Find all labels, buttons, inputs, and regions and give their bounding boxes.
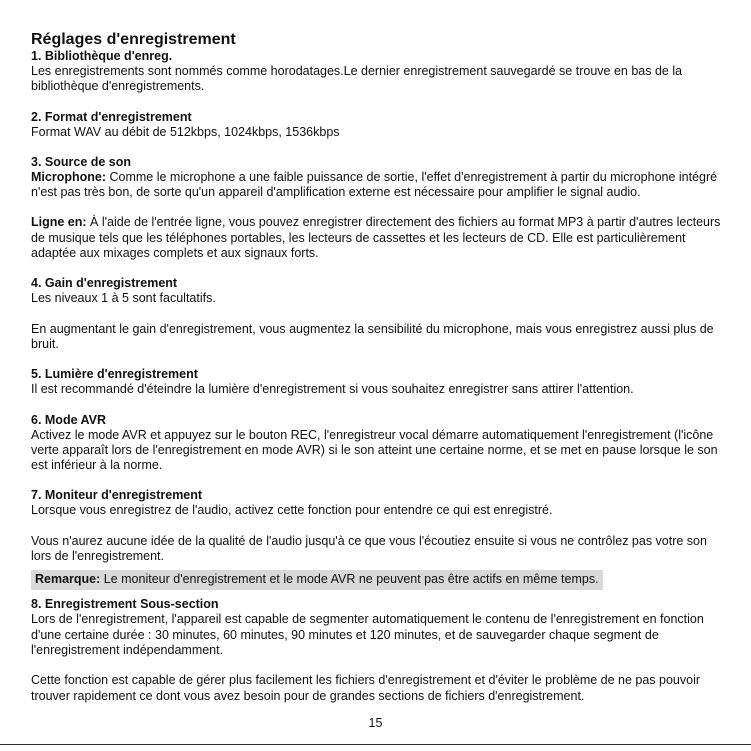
page-number: 15 bbox=[368, 716, 383, 730]
inline-text: À l'aide de l'entrée ligne, vous pouvez enregistrer directement des fichiers au format MP3 à partir d'autres lecteurs de musique tels que les téléphones portables, les lecteurs de cassettes et les lecteurs de CD. Elle est particulièrement adaptée aux mixages complets et aux signaux forts. bbox=[31, 215, 721, 261]
section-light bbox=[31, 367, 727, 397]
divider bbox=[0, 744, 751, 745]
section-library bbox=[31, 49, 727, 95]
section-source bbox=[31, 155, 727, 261]
note-box bbox=[31, 570, 603, 590]
section-gain bbox=[31, 276, 727, 352]
paragraph: Format WAV au débit de 512kbps, 1024kbps, 1536kbps bbox=[31, 124, 340, 139]
section-subsection bbox=[31, 597, 727, 703]
section-heading: 1. Bibliothèque d'enreg. bbox=[31, 49, 173, 63]
note-text: Le moniteur d'enregistrement et le mode AVR ne peuvent pas être actifs en même temps. bbox=[100, 572, 599, 587]
section-heading: 8. Enregistrement Sous-section bbox=[31, 597, 219, 612]
paragraph: Lorsque vous enregistrez de l'audio, activez cette fonction pour entendre ce qui est enregistré. bbox=[31, 503, 553, 518]
paragraph: Il est recommandé d'éteindre la lumière d'enregistrement si vous souhaitez enregistrer sans attirer l'attention. bbox=[31, 382, 634, 397]
section-avr bbox=[31, 413, 727, 474]
paragraph: Vous n'aurez aucune idée de la qualité de l'audio jusqu'à ce que vous l'écoutiez ensuite si vous ne contrôlez pas votre son lors de l'enregistrement. bbox=[31, 533, 707, 564]
page-title: Réglages d'enregistrement bbox=[31, 31, 236, 48]
inline-text: Comme le microphone a une faible puissance de sortie, l'effet d'enregistrement à partir du microphone intégré n'est pas très bon, de sorte qu'un appareil d'amplification externe est nécessaire pour amplifier le signal audio. bbox=[31, 169, 718, 200]
paragraph-microphone bbox=[31, 170, 727, 201]
paragraph: En augmentant le gain d'enregistrement, vous augmentez la sensibilité du microphone, mais vous enregistrez aussi plus de bruit. bbox=[31, 321, 714, 351]
note-label: Remarque: bbox=[35, 572, 101, 587]
section-heading: 4. Gain d'enregistrement bbox=[31, 276, 178, 291]
section-heading: 3. Source de son bbox=[31, 154, 132, 169]
paragraph: Cette fonction est capable de gérer plus facilement les fichiers d'enregistrement et d'éviter le problème de ne pas pouvoir trouver rapidement ce dont vous avez besoin pour de grandes sections de fichiers d'enregistrement. bbox=[31, 673, 701, 703]
paragraph: Lors de l'enregistrement, l'appareil est capable de segmenter automatiquement le contenu de l'enregistrement en fonction d'une certaine durée : 30 minutes, 60 minutes, 90 minutes et 120 minutes, et de sauvegarder chaque segment de l'enregistrement indépendamment. bbox=[31, 612, 704, 657]
paragraph: Les enregistrements sont nommés comme horodatages.Le dernier enregistrement sauvegardé se trouve en bas de la bibliothèque d'enregistrements. bbox=[31, 64, 683, 94]
section-heading: 6. Mode AVR bbox=[31, 412, 107, 427]
inline-label: Ligne en: bbox=[31, 215, 87, 230]
paragraph: Les niveaux 1 à 5 sont facultatifs. bbox=[31, 291, 216, 306]
section-heading: 5. Lumière d'enregistrement bbox=[31, 367, 198, 382]
document-page bbox=[31, 30, 727, 704]
paragraph-line-in bbox=[31, 215, 727, 261]
section-heading: 2. Format d'enregistrement bbox=[31, 109, 192, 124]
inline-label: Microphone: bbox=[31, 169, 106, 184]
paragraph: Activez le mode AVR et appuyez sur le bouton REC, l'enregistreur vocal démarre automatiquement l'enregistrement (l'icône verte apparaît lors de l'enregistrement en mode AVR) si le son atteint une certaine norme, et se met en pause lorsque le son est inférieur à la norme. bbox=[31, 427, 718, 473]
section-format bbox=[31, 110, 727, 140]
section-heading: 7. Moniteur d'enregistrement bbox=[31, 488, 203, 503]
section-monitor bbox=[31, 488, 727, 564]
